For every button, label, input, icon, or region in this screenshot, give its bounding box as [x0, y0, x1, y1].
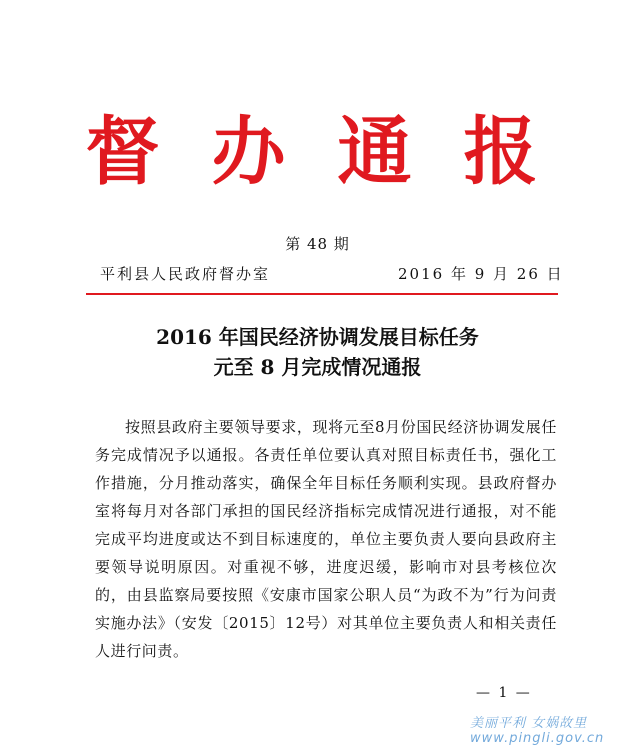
title-line-2: 元至 8 月完成情况通报 — [213, 355, 422, 379]
site-watermark: 美丽平利 女娲故里 www.pingli.gov.cn — [470, 716, 605, 746]
page-number: — 1 — — [476, 685, 532, 701]
body-paragraph: 按照县政府主要领导要求，现将元至8月份国民经济协调发展任务完成情况予以通报。各责任单位要认真对照目标责任书，强化工作措施，分月推动落实，确保全年目标任务顺利实现。县政府督办室将每月对各部门承担的国民经济指标完成情况进行通报，对不能完成平均进度或达不到目标速度的，单位主要负责人要向县政府主要领导说明原因。对重视不够，进度迟缓，影响市对县考核位次的，由县监察局要按照《安康市国家公职人员“为政不为”行为问责实施办法》（安发〔2015〕12号）对其单位主要负责人和相关责任人进行问责。 — [95, 418, 557, 660]
document-title — [0, 322, 635, 382]
masthead-title: 督办通报 — [85, 109, 590, 195]
issuing-office: 平利县人民政府督办室 — [100, 265, 271, 283]
issue-date: 2016 年 9 月 26 日 — [398, 265, 564, 283]
issue-number: 第 48 期 — [285, 235, 350, 253]
red-divider — [86, 293, 558, 295]
title-line-1: 2016 年国民经济协调发展目标任务 — [156, 325, 479, 349]
